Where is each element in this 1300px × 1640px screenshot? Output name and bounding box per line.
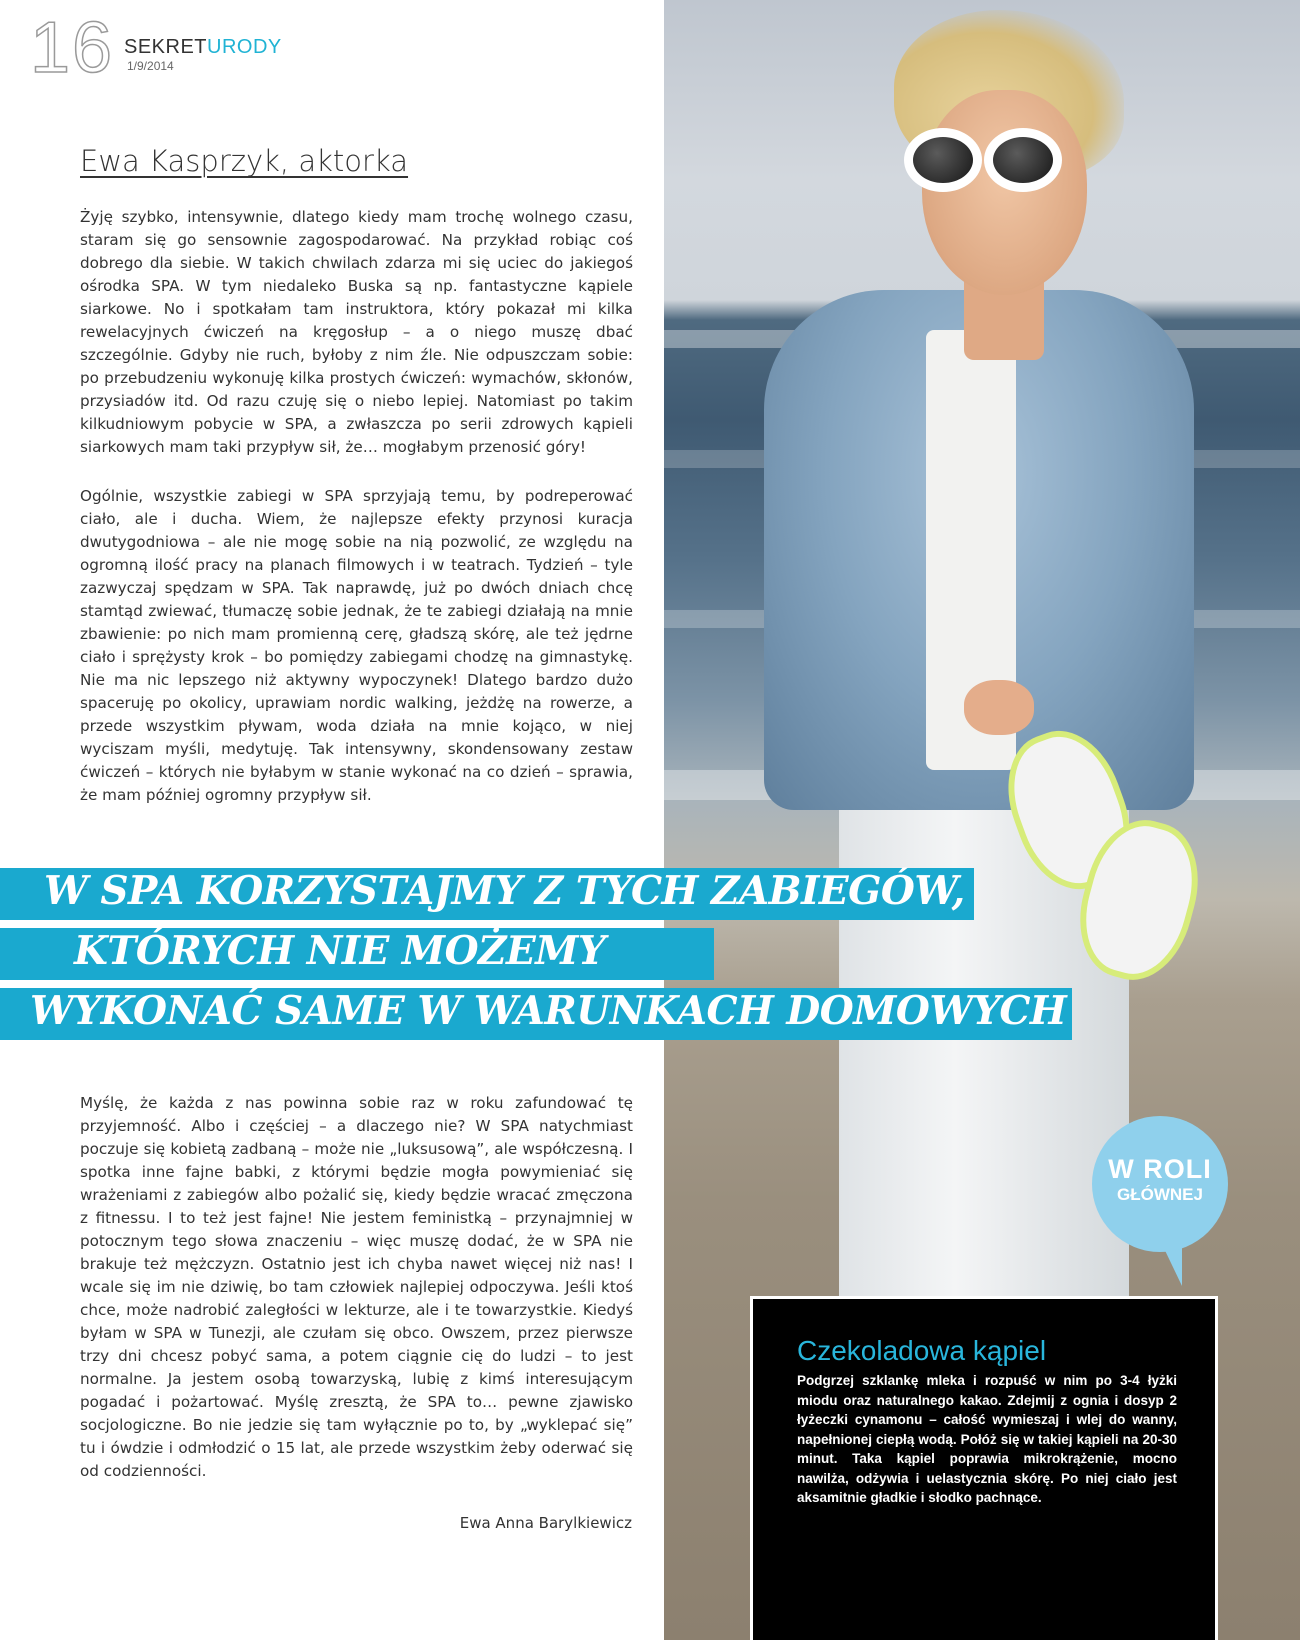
badge-line-2: GŁÓWNEJ	[1117, 1185, 1203, 1204]
article-headline: Ewa Kasprzyk, aktorka	[80, 144, 409, 178]
magazine-brand	[124, 36, 282, 59]
recipe-title: Czekoladowa kąpiel	[797, 1335, 1047, 1366]
brand-part2: URODY	[207, 36, 282, 58]
article-paragraph-3: Myślę, że każda z nas powinna sobie raz w roku zafundować tę przyjemność. Albo i częściej – a dlaczego nie? W SPA natychmiast poczuje się kobietą zadbaną – może nie „luksusową”, ale współczesną. I spotka inne fajne babki, z którymi będzie mogła powymieniać się wrażeniami z zabiegów albo pożalić się, kiedy będzie wracać zmęczona z fitnessu. I to też jest fajne! Nie jestem feministką – przynajmniej w potocznym tego słowa znaczeniu – więc muszę dodać, że w SPA nie brakuje też mężczyzn. Ostatnio jest ich chyba nawet więcej niż nas! I wcale się im nie dziwię, bo tam człowiek najlepiej odpoczywa. Jeśli ktoś chce, może nadrobić zaległości w lekturze, ale i te towarzystkie. Kiedyś byłam w SPA w Tunezji, ale czułam się obco. Owszem, przez pierwsze trzy dni chcesz pobyć sama, a potem ciągnie cię do ludzi – to jest normalne. Ja jestem osobą towarzyską, lubię z kimś interesującym pogadać i pożartować. Myślę zresztą, że SPA to… pewne zjawisko socjologiczne. Bo nie jedzie się tam wyłącznie po to, by „wyklepać się” tu i ówdzie i odmłodzić o 15 lat, ale przede wszystkim żeby oderwać się od codzienności.	[80, 1094, 633, 1480]
article-paragraph-1: Żyję szybko, intensywnie, dlatego kiedy mam trochę wolnego czasu, staram się go sensownie zagospodarować. Na przykład robiąc coś dobrego dla siebie. W takich chwilach zdarza mi się uciec do jakiegoś ośrodka SPA. W tym niedaleko Buska są np. fantastyczne kąpiele siarkowe. No i spotkałam tam instruktora, który pokazał mi kilka rewelacyjnych ćwiczeń na kręgosłup – a o niego muszę dbać szczególnie. Gdyby nie ruch, byłoby z nim źle. Nie odpuszczam sobie: po przebudzeniu wykonuję kilka prostych ćwiczeń: wymachów, skłonów, przysiadów itd. Od razu czuję się o niebo lepiej. Natomiast po takim kilkudniowym pobycie w SPA, a zwłaszcza po serii zdrowych kąpieli siarkowych mam taki przypływ sił, że… mogłabym przenosić góry!	[80, 208, 633, 456]
hand	[964, 680, 1034, 735]
issue-date: 1/9/2014	[127, 59, 174, 73]
pull-quote-line-2: KTÓRYCH NIE MOŻEMY	[74, 928, 606, 974]
badge-line-1: W ROLI	[1108, 1154, 1212, 1184]
pull-quote-line-3: WYKONAĆ SAME W WARUNKACH DOMOWYCH	[30, 988, 1067, 1034]
sunglasses-right	[984, 128, 1062, 192]
sunglasses-left	[904, 128, 982, 192]
page-number: 16	[30, 8, 115, 88]
pull-quote-line-1: W SPA KORZYSTAJMY Z TYCH ZABIEGÓW,	[44, 868, 965, 914]
section-badge	[1092, 1116, 1228, 1252]
face	[922, 90, 1087, 295]
brand-part1: SEKRET	[124, 36, 208, 58]
article-author: Ewa Anna Barylkiewicz	[459, 1514, 632, 1532]
recipe-box	[750, 1296, 1218, 1640]
article-paragraph-2: Ogólnie, wszystkie zabiegi w SPA sprzyjają temu, by podreperować ciało, ale i ducha. Wiem, że najlepsze efekty przynosi kuracja dwutygodniowa – ale nie mogę sobie na nią pozwolić, ze względu na ogromną ilość pracy na planach filmowych i w teatrach. Tydzień – tyle zazwyczaj spędzam w SPA. Tak naprawdę, już po dwóch dniach chcę stamtąd zwiewać, tłumaczę sobie jednak, że te zabiegi działają na mnie zbawienie: po nich mam promienną cerę, gładszą skórę, ale też jędrne ciało i sprężysty krok – bo pomiędzy zabiegami chodzę na gimnastykę. Nie ma nic lepszego niż aktywny wypoczynek! Dlatego bardzo dużo spaceruję po okolicy, uprawiam nordic walking, jeżdżę na rowerze, a przede wszystkim pływam, woda działa na mnie kojąco, w niej wyciszam myśli, medytuję. Tak intensywny, skondensowany zestaw ćwiczeń – których nie byłabym w stanie wykonać na co dzień – sprawia, że mam później ogromny przypływ sił.	[80, 487, 633, 804]
recipe-text: Podgrzej szklankę mleka i rozpuść w nim po 3-4 łyżki miodu oraz naturalnego kakao. Zdejmij z ognia i dosyp 2 łyżeczki cynamonu – całość wymieszaj i wlej do wanny, napełnionej ciepłą wodą. Połóż się w takiej kąpieli na 20-30 minut. Taka kąpiel poprawia mikrokrążenie, mocno nawilża, odżywia i uelastycznia skórę. Po niej ciało jest aksamitnie gładkie i słodko pachnące.	[797, 1373, 1177, 1505]
